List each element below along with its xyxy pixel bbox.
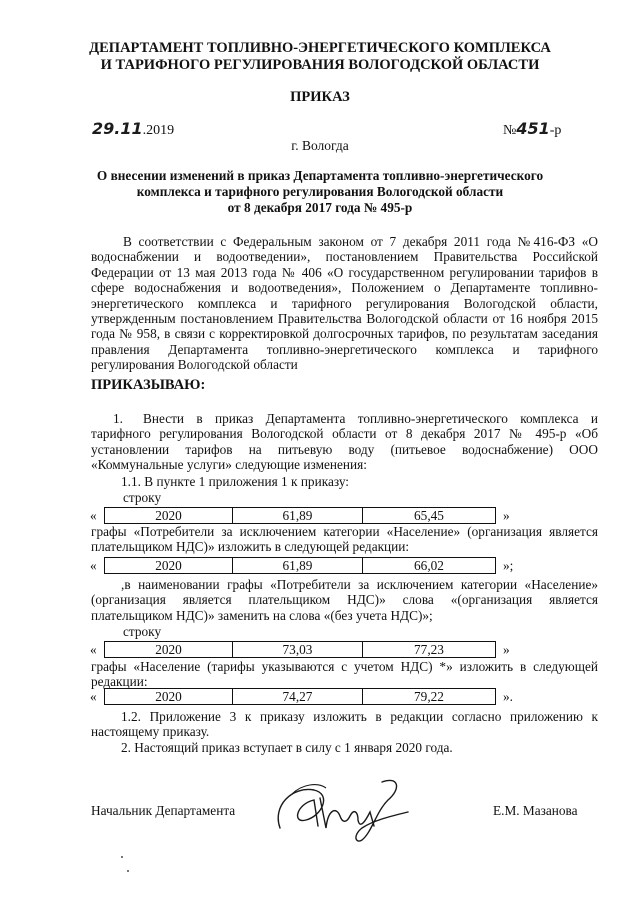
- tariff-row-3: [104, 641, 496, 658]
- row-word-2: строку: [123, 624, 162, 639]
- preamble-paragraph: [91, 234, 598, 373]
- row1-value2: 65,45: [414, 508, 444, 523]
- row4-year: 2020: [105, 689, 233, 704]
- mid-paragraph-2: [91, 577, 598, 623]
- number-suffix: -р: [549, 123, 562, 138]
- order-date: [92, 119, 174, 139]
- row3-open-quote: «: [90, 642, 97, 657]
- signature-scribble: [262, 776, 422, 846]
- subject-line2: комплекса и тарифного регулирования Вологодской области: [136, 184, 504, 199]
- tariff-row-2: [104, 557, 496, 574]
- row4-value2: 79,22: [414, 689, 444, 704]
- row2-close-quote: »;: [503, 558, 514, 573]
- item1-2-paragraph: [91, 709, 598, 740]
- number-sign: №: [503, 123, 517, 138]
- item1-number: 1.: [113, 411, 123, 426]
- tariff-row-4: [104, 688, 496, 705]
- department-name-line1: ДЕПАРТАМЕНТ ТОПЛИВНО-ЭНЕРГЕТИЧЕСКОГО КОМПЛЕКСА: [89, 40, 551, 56]
- signatory-name: Е.М. Мазанова: [493, 803, 578, 818]
- row4-value1: 74,27: [233, 689, 363, 704]
- row4-close-quote: ».: [503, 689, 513, 704]
- order-subject: [0, 168, 640, 216]
- handwritten-number: 451: [516, 119, 550, 138]
- row1-close-quote: »: [503, 508, 510, 523]
- handwritten-date: 29.11: [92, 119, 143, 138]
- row2-value1: 61,89: [233, 558, 363, 573]
- handwritten-signature: [262, 776, 422, 846]
- item1-2-text: 1.2. Приложение 3 к приказу изложить в редакции согласно приложению к настоящему приказу.: [91, 709, 598, 740]
- item1-1-intro: 1.1. В пункте 1 приложения 1 к приказу:: [121, 474, 349, 489]
- scan-speck: [121, 856, 123, 858]
- subject-line1: О внесении изменений в приказ Департамента топливно-энергетического: [96, 168, 544, 183]
- city: г. Вологда: [291, 138, 349, 153]
- mid-paragraph-3: графы «Население (тарифы указываются с учетом НДС) *» изложить в следующей редакции:: [91, 659, 598, 690]
- row3-value2: 77,23: [414, 642, 444, 657]
- order-number: [503, 119, 561, 139]
- order-word: ПРИКАЗЫВАЮ:: [91, 377, 206, 393]
- row2-year: 2020: [105, 558, 233, 573]
- tariff-row-1: [104, 507, 496, 524]
- preamble-text: В соответствии с Федеральным законом от 7 декабря 2011 года №416-ФЗ «О водоснабжении и водоотведении», постановлением Правительства Российской Федерации от 13 мая 2013 года № 406 «О государственном регулировании тарифов в сфере водоснабжения и водоотведения», Положением о Департаменте топливно-энергетического комплекса и тарифного регулирования Вологодской области, утвержденным постановлением Правительства Вологодской области от 16 ноября 2015 года № 958, в связи с корректировкой долгосрочных тарифов, по результатам заседания правления Департамента топливно-энергетического комплекса и тарифного регулирования Вологодской области: [91, 234, 598, 373]
- row-word-1: строку: [123, 490, 162, 505]
- order-year: .2019: [142, 123, 175, 138]
- row1-value1: 61,89: [233, 508, 363, 523]
- row1-year: 2020: [105, 508, 233, 523]
- row2-value2: 66,02: [414, 558, 444, 573]
- row3-close-quote: »: [503, 642, 510, 657]
- mid-paragraph-1: графы «Потребители за исключением категории «Население» (организация является плательщиком НДС)» изложить в следующей редакции:: [91, 524, 598, 555]
- mid-paragraph-2-text: ,в наименовании графы «Потребители за исключением категории «Население» (организация является плательщиком НДС)» слова «(организация является плательщиком НДС)» заменить на слова «(без учета НДС)»;: [91, 577, 598, 623]
- row1-open-quote: «: [90, 508, 97, 523]
- department-name-line2: И ТАРИФНОГО РЕГУЛИРОВАНИЯ ВОЛОГОДСКОЙ ОБЛАСТИ: [100, 57, 540, 73]
- document-type-title: ПРИКАЗ: [290, 89, 350, 105]
- row4-open-quote: «: [90, 689, 97, 704]
- row3-year: 2020: [105, 642, 233, 657]
- subject-line3: от 8 декабря 2017 года № 495-р: [227, 200, 413, 215]
- item1-paragraph: [91, 411, 598, 473]
- signatory-position: Начальник Департамента: [91, 803, 236, 818]
- row2-open-quote: «: [90, 558, 97, 573]
- item2-paragraph: 2. Настоящий приказ вступает в силу с 1 января 2020 года.: [121, 740, 453, 755]
- scan-speck: [127, 870, 129, 872]
- item1-text: Внести в приказ Департамента топливно-энергетического комплекса и тарифного регулирования Вологодской области от 8 декабря 2017 № 495-р «Об установлении тарифов на питьевую воду (питьевое водоснабжение) ООО «Коммунальные услуги» следующие изменения:: [91, 411, 598, 473]
- row3-value1: 73,03: [233, 642, 363, 657]
